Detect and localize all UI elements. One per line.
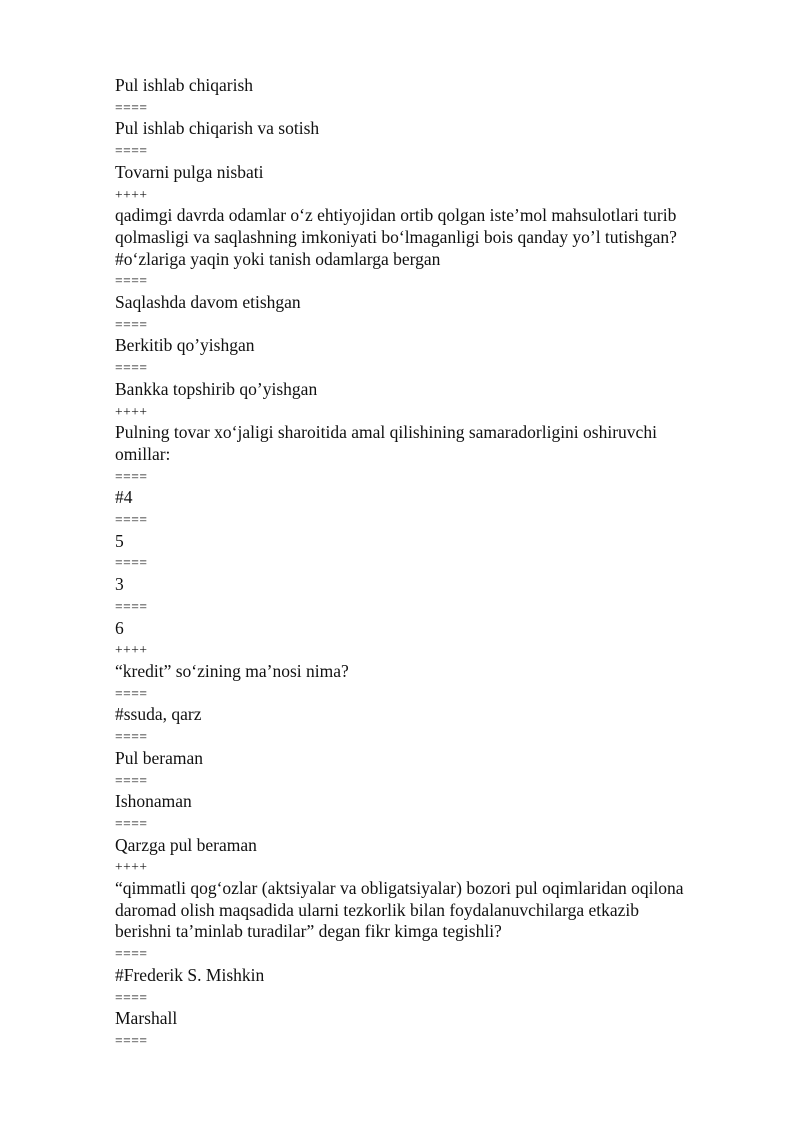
separator-line: ====	[115, 143, 148, 159]
text-line: Pul beraman	[115, 747, 203, 768]
separator-line: ====	[115, 815, 148, 831]
separator-line: ====	[115, 989, 148, 1005]
text-line: #ssuda, qarz	[115, 704, 202, 725]
separator-line: ++++	[115, 186, 148, 202]
separator-line: ++++	[115, 403, 148, 419]
text-line: Bankka topshirib qo’yishgan	[115, 378, 318, 399]
separator-line: ====	[115, 273, 148, 289]
text-line: omillar:	[115, 443, 171, 464]
text-line: Pul ishlab chiqarish	[115, 75, 254, 95]
text-line: daromad olish maqsadida ularni tezkorlik bilan foydalanuvchilarga etkazib	[115, 899, 640, 920]
text-line: 3	[115, 574, 124, 595]
text-line: Marshall	[115, 1008, 178, 1029]
text-line: qolmasligi va saqlashning imkoniyati bo‘lmaganligi bois qanday yo’l tutishgan?	[115, 226, 677, 247]
text-line: berishni ta’minlab turadilar” degan fikr kimga tegishli?	[115, 921, 502, 942]
separator-line: ====	[115, 1032, 148, 1048]
separator-line: ====	[115, 946, 148, 962]
separator-line: ====	[115, 772, 148, 788]
text-line: qadimgi davrda odamlar o‘z ehtiyojidan ortib qolgan iste’mol mahsulotlari turib	[115, 205, 677, 226]
text-line: Pulning tovar xo‘jaligi sharoitida amal qilishining samaradorligini oshiruvchi	[115, 422, 657, 443]
separator-line: ====	[115, 468, 148, 484]
separator-line: ====	[115, 685, 148, 701]
separator-line: ====	[115, 99, 148, 115]
text-line: #o‘zlariga yaqin yoki tanish odamlarga bergan	[115, 248, 441, 269]
separator-line: ++++	[115, 859, 148, 875]
text-line: “qimmatli qog‘ozlar (aktsiyalar va obligatsiyalar) bozori pul oqimlaridan oqilona	[115, 878, 684, 899]
document-page	[115, 75, 735, 1052]
separator-line: ====	[115, 555, 148, 571]
separator-line: ====	[115, 729, 148, 745]
separator-line: ++++	[115, 642, 148, 658]
separator-line: ====	[115, 316, 148, 332]
text-line: #Frederik S. Mishkin	[115, 964, 265, 985]
separator-line: ====	[115, 598, 148, 614]
text-line: “kredit” so‘zining ma’nosi nima?	[115, 660, 349, 681]
text-line: Berkitib qo’yishgan	[115, 335, 255, 356]
text-line: Tovarni pulga nisbati	[115, 161, 264, 182]
text-line: Pul ishlab chiqarish va sotish	[115, 118, 320, 139]
separator-line: ====	[115, 360, 148, 376]
separator-line: ====	[115, 512, 148, 528]
text-line: Ishonaman	[115, 791, 192, 812]
text-line: #4	[115, 487, 133, 508]
text-line: Qarzga pul beraman	[115, 834, 257, 855]
text-line: 5	[115, 530, 124, 551]
text-line: 6	[115, 617, 124, 638]
text-line: Saqlashda davom etishgan	[115, 292, 301, 313]
